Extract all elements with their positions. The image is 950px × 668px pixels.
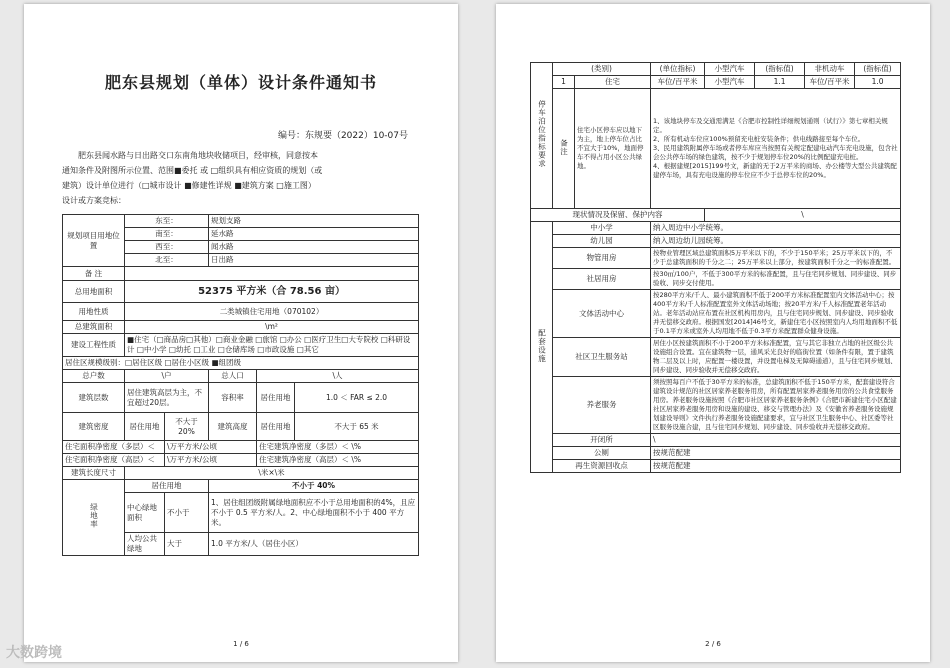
facilities-table [530, 62, 901, 473]
loc-dir: 东至： [125, 215, 209, 228]
parking-notes [651, 89, 901, 209]
net-density-value: \万平方米/公顷 [165, 454, 257, 467]
facility-name: 养老服务 [553, 377, 651, 434]
green-public-label: 人均公共绿地 [125, 533, 165, 556]
page-2 [496, 4, 930, 662]
facility-name: 文体活动中心 [553, 290, 651, 338]
density-category: 居住用地 [125, 413, 165, 441]
facility-value: 纳入周边中小学统筹。 [651, 222, 901, 235]
facility-value: 居住小区按建筑面积不小于200平方米标准配置，宜与其它非独立占地的社区级公共设施组合设置。宜在建筑物一层，通风采光良好的临街位置（如条件有限，置于建筑物二层及以上时，应配置一楼设置，并设置电梯及无障碍通道），且与住宅同步规划、同步建设、同步验收并无偿移交政府。 [651, 338, 901, 377]
parking-side-note: 住宅小区停车应以地下为主，地上停车位占比不宜大于10%，地面停车不得占用小区公共绿地。 [575, 89, 651, 209]
location-label: 规划项目用地位置 [63, 215, 125, 267]
remark-value [125, 267, 419, 281]
green-center-value: 1、居住组团级附属绿地面积应不小于总用地面积的4%，且应不小于 0.5 平方米/人。2、中心绿地面积不小于 400 平方米。 [209, 493, 419, 533]
facility-value: 按规范配建 [651, 460, 901, 473]
parking-cell: 住宅 [575, 76, 651, 89]
nature-label: 建设工程性质 [63, 334, 125, 357]
intro-line: 通知条件及附图所示位置、范围■委托 或 □组织具有相应资质的规划（或 [62, 166, 323, 175]
net-density-value: \% [351, 442, 362, 451]
green-label-text: 绿地率 [89, 503, 99, 529]
facility-name: 幼儿园 [553, 235, 651, 248]
parking-head: 小型汽车 [705, 63, 755, 76]
parking-note: 4、根据建规[2015]199号文，新建的无于2万平米的商场、办公楼等大型公共建筑配建停车场，具有充电设施的停车位应不少于总停车位的20%。 [653, 162, 897, 179]
households-label: 总户数 [63, 370, 125, 383]
doc-title: 肥东县规划（单体）设计条件通知书 [104, 73, 377, 92]
net-density-label [257, 454, 419, 467]
far-label: 容积率 [209, 383, 257, 413]
density-label: 建筑密度 [63, 413, 125, 441]
facility-value: 纳入周边幼儿园统筹。 [651, 235, 901, 248]
length-value: \米×\米 [125, 467, 419, 480]
page-number: 1 / 6 [233, 640, 249, 648]
net-density-text: 住宅建筑净密度（多层）＜ [259, 442, 349, 451]
far-category: 居住用地 [257, 383, 295, 413]
population-value: \人 [257, 370, 419, 383]
landuse-label: 用地性质 [63, 303, 125, 321]
loc-val: 延水路 [209, 228, 419, 241]
population-label: 总人口 [209, 370, 257, 383]
loc-dir: 西至： [125, 241, 209, 254]
floors-value: 居住建筑高层为主，不宜超过20层。 [125, 383, 209, 413]
conditions-table [62, 214, 419, 556]
green-label [63, 480, 125, 556]
green-category: 居住用地 [125, 480, 209, 493]
parking-head: (指标值) [855, 63, 901, 76]
parking-label [531, 63, 553, 209]
facilities-label [531, 222, 553, 473]
gfa-label: 总建筑面积 [63, 321, 125, 334]
doc-number: 编号：东规要（2022）10-07号 [277, 131, 408, 141]
parking-label-text: 停车泊位指标要求 [537, 100, 547, 168]
facility-name: 社居用房 [553, 269, 651, 290]
parking-cell: 1 [553, 76, 575, 89]
page-1 [24, 4, 458, 662]
net-density-text: 住宅建筑净密度（高层）＜ [259, 455, 349, 464]
area-value: 52375 平方米（合 78.56 亩） [125, 281, 419, 303]
loc-val: 日出路 [209, 254, 419, 267]
net-density-label [257, 441, 419, 454]
intro-line: 建筑）设计单位进行（□城市设计 ■修建性详规 ■建筑方案 □施工图） [62, 181, 316, 190]
length-label: 建筑长度尺寸 [63, 467, 125, 480]
facility-name: 中小学 [553, 222, 651, 235]
intro-text [62, 148, 414, 208]
facility-value: 按30㎡/100户，不低于300平方米的标准配置，且与住宅同步规划、同步建设、同步验收、同步交付使用。 [651, 269, 901, 290]
facility-value: 按规范配建 [651, 447, 901, 460]
households-value: \户 [125, 370, 209, 383]
parking-head: (单位指标) [651, 63, 705, 76]
watermark-text: 大数跨境 [6, 645, 62, 661]
height-value: 不大于 65 米 [295, 413, 419, 441]
loc-dir: 南至： [125, 228, 209, 241]
intro-line: 肥东县闻水路与日出路交口东南角地块收储项目，经审核，同意按本 [78, 151, 318, 160]
facility-value: \ [651, 434, 901, 447]
parking-note-text: 备注 [559, 138, 569, 156]
parking-note: 1、该地块停车及交通需满足《合肥市控制性详细规划通则（试行）》第七章相关规定。 [653, 117, 888, 134]
density-value: 不大于 20% [165, 413, 209, 441]
parking-note-label [553, 89, 575, 209]
green-public-compare: 大于 [165, 533, 209, 556]
loc-val: 闻水路 [209, 241, 419, 254]
facility-name: 再生资源回收点 [553, 460, 651, 473]
facility-name: 社区卫生服务站 [553, 338, 651, 377]
watermark [6, 642, 62, 662]
facilities-label-text: 配套设施 [537, 328, 547, 363]
facility-value: 按280平方米/千人、最小建筑面积不低于200平方米标准配置室内文体活动中心；按400平方米/千人标准配置室外文体活动场地；按20平方米/千人标准配置老年活动站。老年活动站应布置在社区机构用房内，且与住宅同步规划、同步建设、同步验收并无偿移交政府。根据国发[2014]46号文，新建住宅小区按照室内人均用地面积不低于0.1平方米或室外人均用地不低于0.3平方米配置群众健身设施。 [651, 290, 901, 338]
parking-cell: 车位/百平米 [805, 76, 855, 89]
parking-cell: 1.0 [855, 76, 901, 89]
green-center-label: 中心绿地面积 [125, 493, 165, 533]
facility-value: 按物业管理区域总建筑面积5万平米以下的，不少于150平米；25万平米以下的，不少于总建筑面积的千分之二；25万平米以上部分，按建筑面积千分之一的标准配置。 [651, 248, 901, 269]
parking-cell: 小型汽车 [705, 76, 755, 89]
status-value: \ [705, 209, 901, 222]
net-density-label: 住宅面积净密度（高层）＜ [63, 454, 165, 467]
status-label: 现状情况及保留、保护内容 [531, 209, 705, 222]
facility-value: 须按照每百户不低于30平方米的标准，总建筑面积不低于150平方米，配套建设符合建筑设计规范的社区居家养老服务用房，所有配置居家养老服务用房的公共食堂服务用房。养老服务设施按照《合肥市社区居家养老服务条例》《合肥市新建住宅小区配建社区居家养老服务用房和设施的建设、移交与管理办法》及《安徽省养老服务设施规划建设导则》文件执行养老服务设施配建要求，宜与社区卫生服务中心、社区委等社区服务设施合建，且与住宅同步规划、同步建设、同步验收并无偿移交政府。 [651, 377, 901, 434]
facility-name: 开闭所 [553, 434, 651, 447]
remark-label: 备 注 [63, 267, 125, 281]
parking-cell: 1.1 [755, 76, 805, 89]
net-density-value: \% [351, 455, 362, 464]
parking-note: 2、所有机动车位应100%预留充电桩安装条件；供电线路接至每个车位。 [653, 135, 865, 143]
parking-cell: 车位/百平米 [651, 76, 705, 89]
intro-line: 设计或方案竞标： [62, 196, 126, 205]
parking-head: (指标值) [755, 63, 805, 76]
parking-head: (类别) [553, 63, 651, 76]
loc-val: 规划支路 [209, 215, 419, 228]
far-value: 1.0 ＜ FAR ≤ 2.0 [295, 383, 419, 413]
gfa-value: \m² [125, 321, 419, 334]
area-label: 总用地面积 [63, 281, 125, 303]
facility-name: 物管用房 [553, 248, 651, 269]
green-value: 不小于 40% [209, 480, 419, 493]
green-center-compare: 不小于 [165, 493, 209, 533]
height-category: 居住用地 [257, 413, 295, 441]
floors-label: 建筑层数 [63, 383, 125, 413]
nature-value: ■住宅（□商品房□其他）□商业金融 □旅馆 □办公 □医疗卫生□大专院校 □科研设计 □中小学 □幼托 □工业 □仓储库场 □市政设施 □其它 [125, 334, 419, 357]
net-density-value: \万平方米/公顷 [165, 441, 257, 454]
parking-head: 非机动车 [805, 63, 855, 76]
height-label: 建筑高度 [209, 413, 257, 441]
net-density-label: 住宅面积净密度（多层）＜ [63, 441, 165, 454]
parking-note: 3、民用建筑附属停车场或者停车库应当按照有关规定配建电动汽车充电设施，包含社会公共停车场的绿色建筑，按不少于规划停车位20%的比例配建充电桩。 [653, 144, 898, 161]
green-public-value: 1.0 平方米/人（居住小区） [209, 533, 419, 556]
landuse-value: 二类城镇住宅用地（070102） [125, 303, 419, 321]
page-number: 2 / 6 [705, 640, 721, 648]
loc-dir: 北至： [125, 254, 209, 267]
scale-level: 居住区规模级别：□居住区级 □居住小区级 ■组团级 [63, 357, 419, 370]
facility-name: 公厕 [553, 447, 651, 460]
